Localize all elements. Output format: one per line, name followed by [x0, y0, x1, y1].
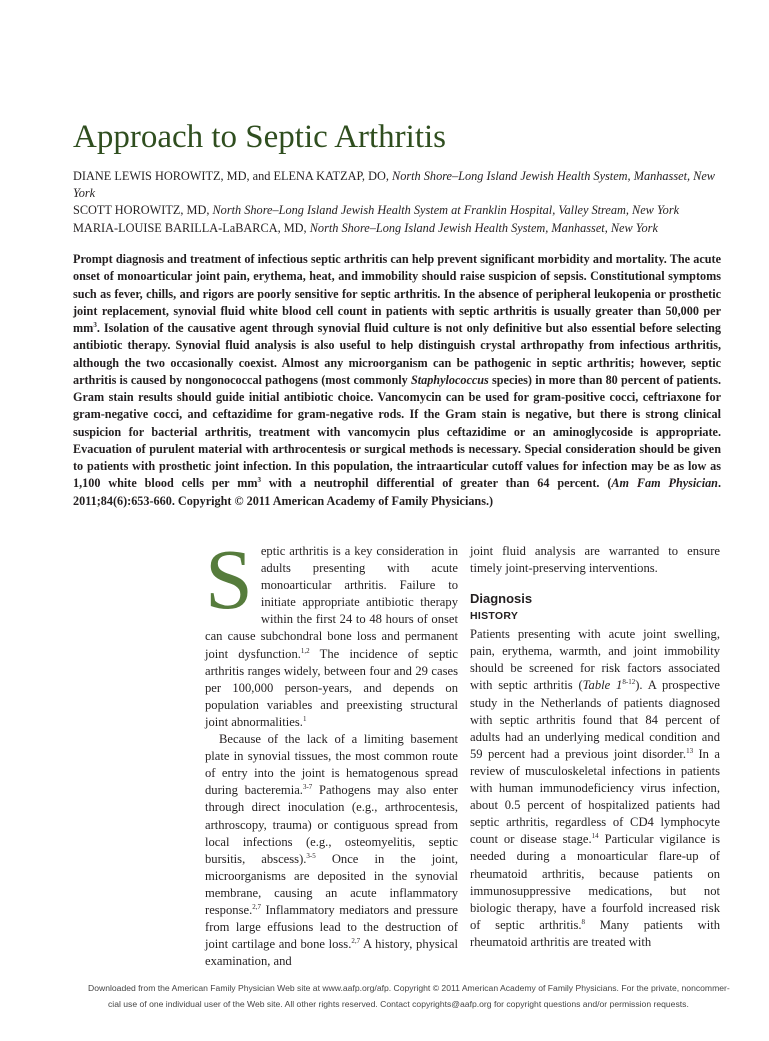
author-affiliation: North Shore–Long Island Jewish Health System, Manhasset, New York [73, 169, 716, 201]
paragraph: joint fluid analysis are warranted to ensure timely joint-preserving interventions. [470, 544, 720, 576]
author-name: SCOTT HOROWITZ, MD, [73, 203, 210, 218]
paragraph: Patients presenting with acute joint swelling, pain, erythema, warmth, and joint immobility should be screened for risk factors associated with septic arthritis (Table 1$^{8-12}$). A prospective study in the Netherlands of patients diagnosed with septic arthritis found that 84 percent of adults had an underlying medical condition and 59 percent had a previous joint disorder.$^{13}$ In a review of musculoskeletal infections in patients with human immunodeficiency virus infection, about 0.5 percent of hospitalized patients had septic arthritis, regardless of CD4 lymphocyte count or disease stage.$^{14}$ Particular vigilance is needed during a monoarticular flare-up of rheumatoid arthritis, because patients on immunosuppressive medications, but not biologic therapy, have a fourfold increased risk of septic arthritis.$^8$ Many patients with rheumatoid arthritis are treated with [470, 627, 721, 949]
paragraph: Septic arthritis is a key consideration in adults presenting with acute monoarticular arthritis. Failure to initiate appropriate antibiotic therapy within the first 24 to 48 hours of onset can cause subchondral bone loss and permanent joint dysfunction.$^{1,2}$ The incidence of septic arthritis ranges widely, between four and 29 cases per 100,000 person-years, and depends on population variables and preexisting structural joint abnormalities.$^1$ [205, 531, 458, 729]
body-column-right [470, 543, 720, 951]
subsection-heading-history: HISTORY [470, 610, 519, 623]
table-reference[interactable]: Table 1 [582, 678, 623, 693]
author-line [73, 168, 723, 202]
article-title: Approach to Septic Arthritis [73, 119, 447, 155]
drop-cap: S [205, 531, 253, 627]
author-name: DIANE LEWIS HOROWITZ, MD, and ELENA KATZAP, DO, [73, 169, 389, 183]
author-line [73, 220, 723, 237]
journal-citation: Am Fam Physician [611, 476, 718, 491]
paragraph: Because of the lack of a limiting basement plate in synovial tissues, the most common route of entry into the joint is hematogenous spread during bacteremia.$^{3-7}$ Pathogens may also enter through direct inoculation (e.g., arthrocentesis, arthroscopy, trauma) or contiguous spread from local infections (e.g., osteomyelitis, septic bursitis, abscess).$^{3-5}$ Once in the joint, microorganisms are deposited in the synovial membrane, causing an acute inflammatory response.$^{2,7}$ Inflammatory mediators and pressure from large effusions lead to the destruction of joint cartilage and bone loss.$^{2,7}$ A history, physical examination, and [205, 732, 459, 969]
author-affiliation: North Shore–Long Island Jewish Health System, Manhasset, New York [309, 220, 658, 235]
footer-line: cial use of one individual user of the Web site. All other rights reserved. Contact copyrights@aafp.org for copyright questions and/or permission requests. [108, 998, 689, 1009]
author-name: MARIA-LOUISE BARILLA-LaBARCA, MD, [73, 220, 307, 235]
author-block [73, 168, 723, 237]
author-affiliation: North Shore–Long Island Jewish Health System at Franklin Hospital, Valley Stream, New York [212, 203, 680, 218]
footer-line: Downloaded from the American Family Physician Web site at www.aafp.org/afp. Copyright © 2011 American Academy of Family Physicians. For the private, noncommer- [88, 983, 730, 993]
copyright-footer [88, 981, 730, 1012]
author-line [73, 202, 723, 219]
section-heading-diagnosis: Diagnosis [470, 591, 533, 607]
body-column-left [205, 531, 459, 970]
abstract: Prompt diagnosis and treatment of infectious septic arthritis can help prevent significant morbidity and mortality. The acute onset of monoarticular joint pain, erythema, heat, and immobility should raise suspicion of sepsis. Constitutional symptoms such as fever, chills, and rigors are poorly sensitive for septic arthritis. In the absence of peripheral leukopenia or prosthetic joint replacement, synovial fluid white blood cell count in patients with septic arthritis is usually greater than 50,000 per $mm^3$. Isolation of the causative agent through synovial fluid culture is not only definitive but also essential before selecting antibiotic therapy. Synovial fluid analysis is also useful to help distinguish crystal arthropathy from infectious arthritis, although the two occasionally coexist. Almost any microorganism can be pathogenic in septic arthritis; however, septic arthritis is caused by nongonococcal pathogens (most commonly Staphylococcus species) in more than 80 percent of patients. Gram stain results should guide initial antibiotic choice. Vancomycin can be used for gram-positive cocci, ceftriaxone for gram-negative cocci, and ceftazidime for gram-negative rods. If the Gram stain is negative, but there is strong clinical suspicion for bacterial arthritis, treatment with vancomycin plus ceftazidime or an aminoglycoside is appropriate. Evacuation of purulent material with arthrocentesis or surgical methods is necessary. Special consideration should be given to patients with prosthetic joint infection. In this population, the intraarticular cutoff values for infection may be as low as 1,100 white blood cells per $mm^3$ with a neutrophil differential of greater than 64 percent. (Am Fam Physician. 2011;84(6):653-660. Copyright © 2011 American Academy of Family Physicians.) [73, 252, 721, 508]
